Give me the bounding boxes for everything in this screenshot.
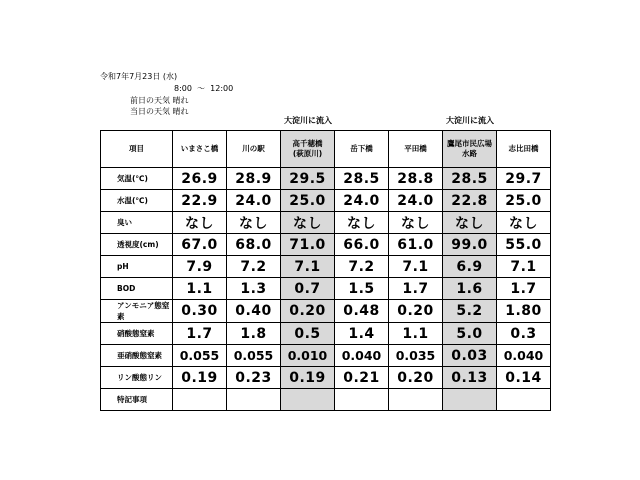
table-cell: なし (443, 212, 497, 234)
table-cell: 0.5 (281, 323, 335, 345)
table-header-row (101, 131, 551, 168)
table-cell: 0.055 (227, 345, 281, 367)
table-cell: 0.48 (335, 300, 389, 323)
table-cell: 6.9 (443, 256, 497, 278)
table-cell: 68.0 (227, 234, 281, 256)
table-cell: 22.8 (443, 190, 497, 212)
table-cell: なし (173, 212, 227, 234)
table-cell: 1.7 (497, 278, 551, 300)
table-cell: 71.0 (281, 234, 335, 256)
row-label: リン酸態リン (101, 367, 173, 389)
table-cell: 7.1 (389, 256, 443, 278)
row-label: 臭い (101, 212, 173, 234)
table-cell: 0.3 (497, 323, 551, 345)
table-cell (227, 389, 281, 411)
table-cell: 22.9 (173, 190, 227, 212)
table-cell: 0.13 (443, 367, 497, 389)
site-name-line: 平田橋 (404, 144, 427, 153)
table-cell: 1.7 (389, 278, 443, 300)
table-cell: 61.0 (389, 234, 443, 256)
site-header (173, 131, 227, 168)
site-header (227, 131, 281, 168)
table-cell: 0.23 (227, 367, 281, 389)
table-cell: 55.0 (497, 234, 551, 256)
table-cell: 66.0 (335, 234, 389, 256)
table-row (101, 300, 551, 323)
table-cell: 0.055 (173, 345, 227, 367)
table-cell: 0.21 (335, 367, 389, 389)
table-cell: 0.7 (281, 278, 335, 300)
table-cell: なし (497, 212, 551, 234)
table-cell: 7.2 (335, 256, 389, 278)
table-cell: 1.7 (173, 323, 227, 345)
row-label: 透視度(cm) (101, 234, 173, 256)
row-label: 気温(℃) (101, 168, 173, 190)
table-cell: 0.40 (227, 300, 281, 323)
table-cell: 28.5 (335, 168, 389, 190)
row-label: BOD (101, 278, 173, 300)
site-name-line: 鷹尾市民広場 (447, 139, 492, 148)
table-cell: 1.4 (335, 323, 389, 345)
table-cell: 29.5 (281, 168, 335, 190)
table-cell: 0.20 (389, 300, 443, 323)
today-weather: 当日の天気 晴れ (130, 107, 189, 116)
row-label: pH (101, 256, 173, 278)
table-cell: 0.010 (281, 345, 335, 367)
site-name-line: 川の駅 (242, 144, 265, 153)
site-header (497, 131, 551, 168)
table-cell: なし (389, 212, 443, 234)
table-cell: 26.9 (173, 168, 227, 190)
table-cell: 0.040 (497, 345, 551, 367)
table-row (101, 323, 551, 345)
survey-date: 令和7年7月23日 (水) (100, 72, 178, 81)
previous-day-weather: 前日の天気 晴れ (130, 96, 189, 105)
table-cell: なし (281, 212, 335, 234)
site-name-line: 高千穂橋 (292, 139, 323, 148)
table-cell: 5.0 (443, 323, 497, 345)
row-label: 亜硝酸態窒素 (101, 345, 173, 367)
table-cell: 28.5 (443, 168, 497, 190)
table-cell: 99.0 (443, 234, 497, 256)
table-cell: 0.20 (281, 300, 335, 323)
table-row (101, 190, 551, 212)
water-quality-table (100, 130, 551, 411)
table-cell: 0.040 (335, 345, 389, 367)
table-cell: 1.5 (335, 278, 389, 300)
table-cell: 25.0 (281, 190, 335, 212)
item-header: 項目 (101, 131, 173, 168)
table-cell: 28.8 (389, 168, 443, 190)
table-cell (389, 389, 443, 411)
site-name-line: 水路 (462, 149, 477, 158)
table-cell (497, 389, 551, 411)
table-cell: 1.6 (443, 278, 497, 300)
table-row (101, 345, 551, 367)
table-row (101, 168, 551, 190)
row-label: 特記事項 (101, 389, 173, 411)
table-cell: 1.3 (227, 278, 281, 300)
table-cell (173, 389, 227, 411)
table-row (101, 278, 551, 300)
row-label: 硝酸態窒素 (101, 323, 173, 345)
row-label: アンモニア態窒素 (101, 300, 173, 323)
survey-time: 8:00 ～ 12:00 (174, 84, 234, 93)
table-cell: 67.0 (173, 234, 227, 256)
table-cell: 1.8 (227, 323, 281, 345)
table-cell: 1.1 (389, 323, 443, 345)
table-cell: 0.035 (389, 345, 443, 367)
table-cell: 0.20 (389, 367, 443, 389)
table-cell: 7.1 (281, 256, 335, 278)
inflow-label-takachiho: 大淀川に流入 (284, 116, 332, 125)
table-cell (335, 389, 389, 411)
table-cell: 0.19 (173, 367, 227, 389)
table-cell: 1.1 (173, 278, 227, 300)
table-cell: 24.0 (389, 190, 443, 212)
table-row (101, 367, 551, 389)
table-cell: 5.2 (443, 300, 497, 323)
table-row (101, 212, 551, 234)
table-cell: なし (227, 212, 281, 234)
table-row (101, 389, 551, 411)
site-name-line: いまさこ橋 (180, 144, 219, 153)
table-cell: 7.9 (173, 256, 227, 278)
table-row (101, 234, 551, 256)
site-name-line: (萩原川) (292, 149, 323, 158)
table-cell: 1.80 (497, 300, 551, 323)
site-header (335, 131, 389, 168)
table-cell: 7.2 (227, 256, 281, 278)
table-row (101, 256, 551, 278)
site-name-line: 岳下橋 (350, 144, 373, 153)
table-cell: なし (335, 212, 389, 234)
table-cell: 24.0 (227, 190, 281, 212)
table-cell: 0.19 (281, 367, 335, 389)
table-cell: 28.9 (227, 168, 281, 190)
table-cell: 24.0 (335, 190, 389, 212)
row-label: 水温(℃) (101, 190, 173, 212)
site-header (443, 131, 497, 168)
site-name-line: 志比田橋 (508, 144, 539, 153)
table-cell: 29.7 (497, 168, 551, 190)
table-cell: 0.14 (497, 367, 551, 389)
site-header (281, 131, 335, 168)
table-cell: 7.1 (497, 256, 551, 278)
table-cell (443, 389, 497, 411)
site-header (389, 131, 443, 168)
table-cell: 0.30 (173, 300, 227, 323)
table-cell (281, 389, 335, 411)
inflow-label-takao: 大淀川に流入 (446, 116, 494, 125)
table-cell: 0.03 (443, 345, 497, 367)
table-cell: 25.0 (497, 190, 551, 212)
